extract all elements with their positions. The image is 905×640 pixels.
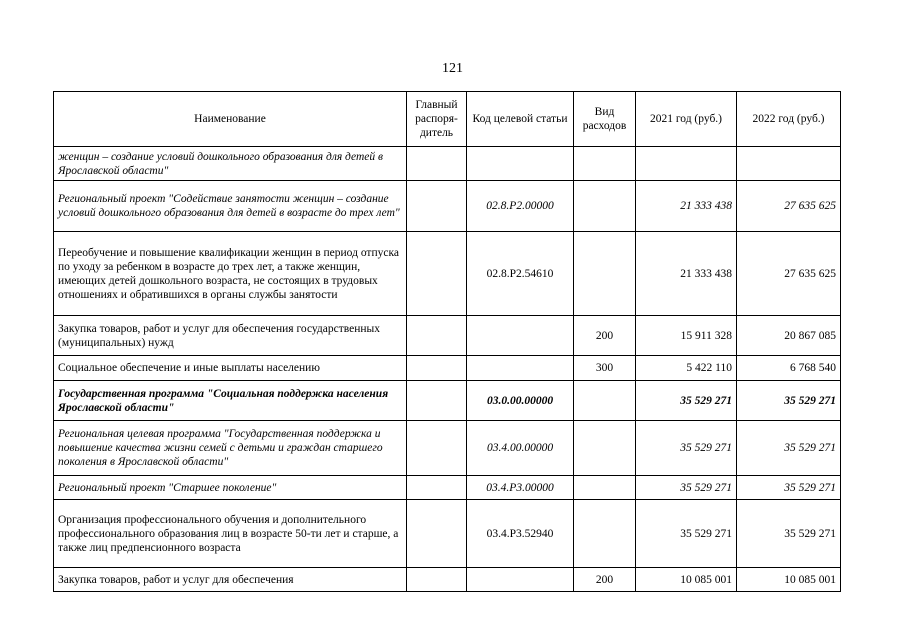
cell-code: 03.4.Р3.00000 [467, 476, 574, 500]
cell-code: 02.8.Р2.00000 [467, 181, 574, 232]
cell-glavny [407, 568, 467, 592]
budget-table [53, 91, 841, 592]
cell-name: Государственная программа "Социальная поддержка населения Ярославской области" [54, 381, 407, 421]
cell-glavny [407, 421, 467, 476]
cell-2022: 6 768 540 [737, 356, 841, 381]
cell-code: 03.4.00.00000 [467, 421, 574, 476]
cell-2021: 35 529 271 [636, 421, 737, 476]
cell-code [467, 316, 574, 356]
cell-code [467, 568, 574, 592]
cell-name: Региональная целевая программа "Государственная поддержка и повышение качества жизни семей с детьми и граждан старшего поколения в Ярославской области" [54, 421, 407, 476]
cell-glavny [407, 500, 467, 568]
cell-vid [574, 500, 636, 568]
cell-glavny [407, 381, 467, 421]
table-header-row [54, 92, 841, 147]
cell-name: женщин – создание условий дошкольного образования для детей в Ярославской области" [54, 147, 407, 181]
header-glavny: Главный распоря-дитель [407, 92, 467, 147]
cell-glavny [407, 181, 467, 232]
cell-name: Закупка товаров, работ и услуг для обеспечения государственных (муниципальных) нужд [54, 316, 407, 356]
cell-vid: 200 [574, 316, 636, 356]
cell-2021: 35 529 271 [636, 500, 737, 568]
cell-name: Закупка товаров, работ и услуг для обеспечения [54, 568, 407, 592]
cell-name: Региональный проект "Содействие занятости женщин – создание условий дошкольного образования для детей в возрасте до трех лет" [54, 181, 407, 232]
cell-2021: 35 529 271 [636, 476, 737, 500]
cell-2022: 35 529 271 [737, 476, 841, 500]
cell-name: Социальное обеспечение и иные выплаты населению [54, 356, 407, 381]
table-row [54, 147, 841, 181]
cell-2022: 10 085 001 [737, 568, 841, 592]
header-vid: Вид расходов [574, 92, 636, 147]
cell-vid [574, 181, 636, 232]
cell-glavny [407, 147, 467, 181]
page-number: 121 [442, 61, 463, 76]
cell-vid [574, 476, 636, 500]
cell-2022: 35 529 271 [737, 381, 841, 421]
header-2022: 2022 год (руб.) [737, 92, 841, 147]
header-kod: Код целевой статьи [467, 92, 574, 147]
cell-2021: 5 422 110 [636, 356, 737, 381]
cell-2022: 20 867 085 [737, 316, 841, 356]
cell-glavny [407, 316, 467, 356]
table-row [54, 232, 841, 316]
table-row [54, 181, 841, 232]
cell-code [467, 356, 574, 381]
table-row [54, 356, 841, 381]
cell-2021: 15 911 328 [636, 316, 737, 356]
cell-code: 03.4.Р3.52940 [467, 500, 574, 568]
cell-vid [574, 147, 636, 181]
table-row [54, 500, 841, 568]
table-row [54, 476, 841, 500]
header-2021: 2021 год (руб.) [636, 92, 737, 147]
cell-2021: 21 333 438 [636, 232, 737, 316]
table-row [54, 421, 841, 476]
cell-vid: 200 [574, 568, 636, 592]
table-row [54, 316, 841, 356]
cell-code: 02.8.Р2.54610 [467, 232, 574, 316]
cell-glavny [407, 232, 467, 316]
cell-2021: 10 085 001 [636, 568, 737, 592]
cell-2022: 27 635 625 [737, 181, 841, 232]
cell-2022: 35 529 271 [737, 421, 841, 476]
table-row [54, 381, 841, 421]
cell-vid: 300 [574, 356, 636, 381]
cell-name: Региональный проект "Старшее поколение" [54, 476, 407, 500]
cell-2021 [636, 147, 737, 181]
header-name: Наименование [54, 92, 407, 147]
cell-2022: 27 635 625 [737, 232, 841, 316]
cell-glavny [407, 356, 467, 381]
cell-name: Организация профессионального обучения и дополнительного профессионального образования лиц в возрасте 50-ти лет и старше, а также лиц предпенсионного возраста [54, 500, 407, 568]
cell-2022: 35 529 271 [737, 500, 841, 568]
table-row [54, 568, 841, 592]
cell-2021: 35 529 271 [636, 381, 737, 421]
cell-code: 03.0.00.00000 [467, 381, 574, 421]
cell-vid [574, 421, 636, 476]
cell-vid [574, 232, 636, 316]
cell-2022 [737, 147, 841, 181]
cell-name: Переобучение и повышение квалификации женщин в период отпуска по уходу за ребенком в возрасте до трех лет, а также женщин, имеющих детей дошкольного возраста, не состоящих в трудовых отношениях и обратившихся в органы службы занятости [54, 232, 407, 316]
cell-vid [574, 381, 636, 421]
cell-2021: 21 333 438 [636, 181, 737, 232]
cell-code [467, 147, 574, 181]
cell-glavny [407, 476, 467, 500]
